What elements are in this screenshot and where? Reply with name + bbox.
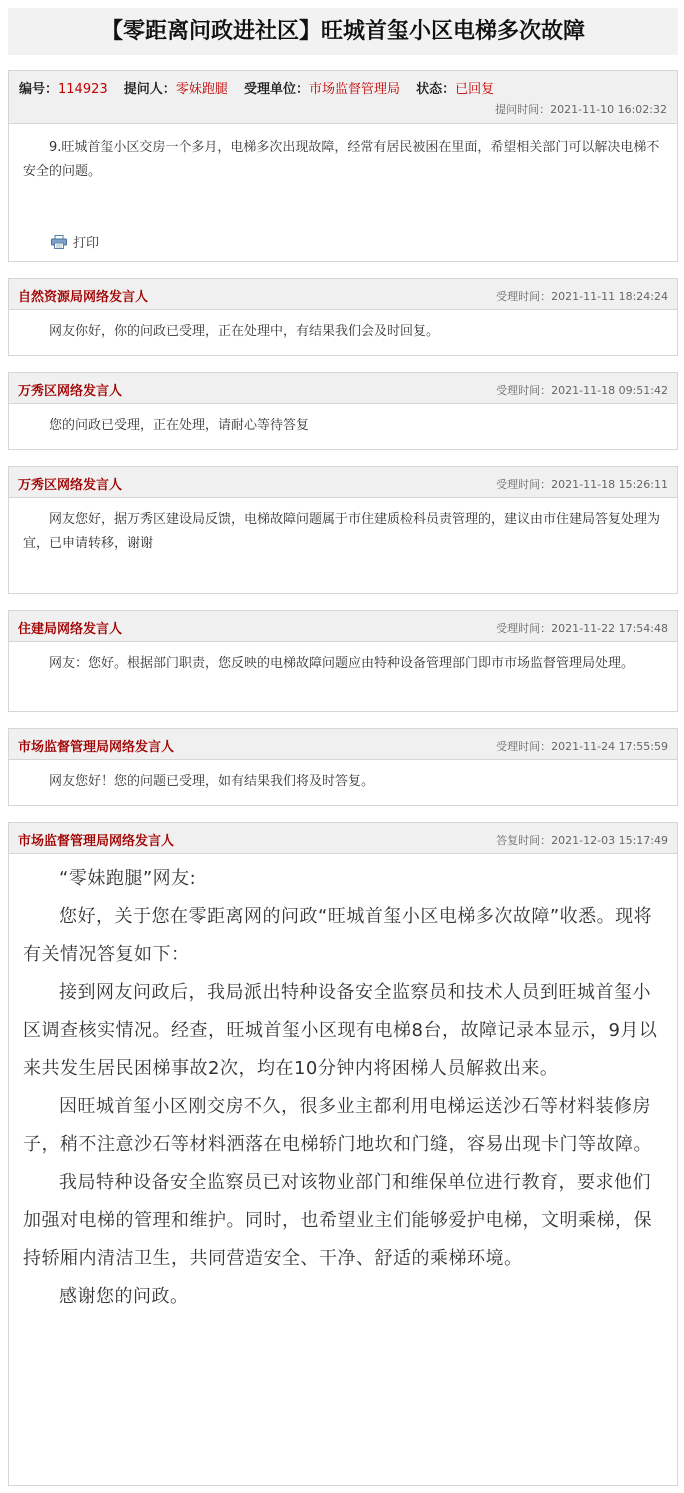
reply-author: 万秀区网络发言人 [18, 478, 123, 493]
reply-text: 网友您好！您的问题已受理，如有结果我们将及时答复。 [49, 774, 375, 789]
reply-author: 住建局网络发言人 [18, 622, 123, 637]
final-reply-paragraph: 接到网友问政后，我局派出特种设备安全监察员和技术人员到旺城首玺小区调查核实情况。经查，旺城首玺小区现有电梯8台，故障记录本显示，9月以来共发生居民困梯事故2次，均在10分钟内将困梯人员解救出来。 [23, 982, 658, 1079]
reply-text: 您的问政已受理，正在处理，请耐心等待答复 [49, 418, 310, 433]
asker-label: 提问人： [123, 82, 176, 97]
reply-author: 自然资源局网络发言人 [18, 290, 149, 305]
reply-box [8, 372, 678, 450]
id-value: 114923 [58, 82, 108, 97]
reply-text: 网友你好，你的问政已受理，正在处理中，有结果我们会及时回复。 [49, 324, 440, 339]
final-reply-box [8, 822, 678, 1486]
question-box [8, 70, 678, 262]
final-reply-paragraph: 我局特种设备安全监察员已对该物业部门和维保单位进行教育，要求他们加强对电梯的管理和维护。同时，也希望业主们能够爱护电梯，文明乘梯，保持轿厢内清洁卫生，共同营造安全、干净、舒适的乘梯环境。 [23, 1172, 652, 1269]
reply-author: 市场监督管理局网络发言人 [18, 740, 175, 755]
question-body [9, 124, 677, 262]
reply-header [9, 373, 677, 404]
reply-box [8, 278, 678, 356]
status-value: 已回复 [455, 82, 495, 97]
question-time: 提问时间：2021-11-10 16:02:32 [495, 103, 667, 116]
id-label: 编号： [19, 82, 59, 97]
final-reply-paragraph: 因旺城首玺小区刚交房不久，很多业主都利用电梯运送沙石等材料装修房子，稍不注意沙石等材料洒落在电梯轿门地坎和门缝，容易出现卡门等故障。 [23, 1096, 652, 1155]
reply-time: 受理时间：2021-11-24 17:55:59 [496, 740, 668, 753]
final-reply-paragraph: “零妹跑腿”网友: [59, 868, 197, 889]
final-reply-paragraph: 感谢您的问政。 [59, 1286, 189, 1307]
reply-time: 受理时间：2021-11-22 17:54:48 [496, 622, 668, 635]
page-title: 【零距离问政进社区】旺城首玺小区电梯多次故障 [8, 8, 678, 55]
reply-box [8, 728, 678, 806]
status-label: 状态： [416, 82, 456, 97]
question-text: 9.旺城首玺小区交房一个多月，电梯多次出现故障，经常有居民被困在里面，希望相关部门可以解决电梯不安全的问题。 [23, 140, 660, 179]
reply-header [9, 611, 677, 642]
final-reply-author: 市场监督管理局网络发言人 [18, 834, 175, 849]
reply-header [9, 729, 677, 760]
question-header [9, 71, 677, 124]
reply-author: 万秀区网络发言人 [18, 384, 123, 399]
reply-text: 网友您好，据万秀区建设局反馈，电梯故障问题属于市住建质检科员责管理的，建议由市住建局答复处理为宜，已申请转移，谢谢 [23, 512, 661, 551]
dept-value: 市场监督管理局 [308, 82, 400, 97]
reply-box [8, 610, 678, 712]
reply-time: 受理时间：2021-11-11 18:24:24 [496, 290, 668, 303]
printer-icon [51, 235, 67, 249]
print-button[interactable] [51, 232, 99, 251]
final-reply-paragraph: 您好，关于您在零距离网的问政“旺城首玺小区电梯多次故障”收悉。现将有关情况答复如下： [23, 906, 653, 965]
reply-time: 受理时间：2021-11-18 15:26:11 [496, 478, 668, 491]
reply-header [9, 279, 677, 310]
reply-header [9, 467, 677, 498]
reply-time: 受理时间：2021-11-18 09:51:42 [496, 384, 668, 397]
asker-value: 零妹跑腿 [175, 82, 228, 97]
final-reply-time: 答复时间：2021-12-03 15:17:49 [496, 834, 668, 847]
print-label: 打印 [73, 236, 100, 251]
final-reply-header [9, 823, 677, 854]
dept-label: 受理单位： [243, 82, 309, 97]
reply-text: 网友：您好。根据部门职责，您反映的电梯故障问题应由特种设备管理部门即市市场监督管理局处理。 [49, 656, 635, 671]
question-meta [19, 78, 506, 97]
final-reply-body [9, 854, 677, 1316]
reply-box [8, 466, 678, 594]
